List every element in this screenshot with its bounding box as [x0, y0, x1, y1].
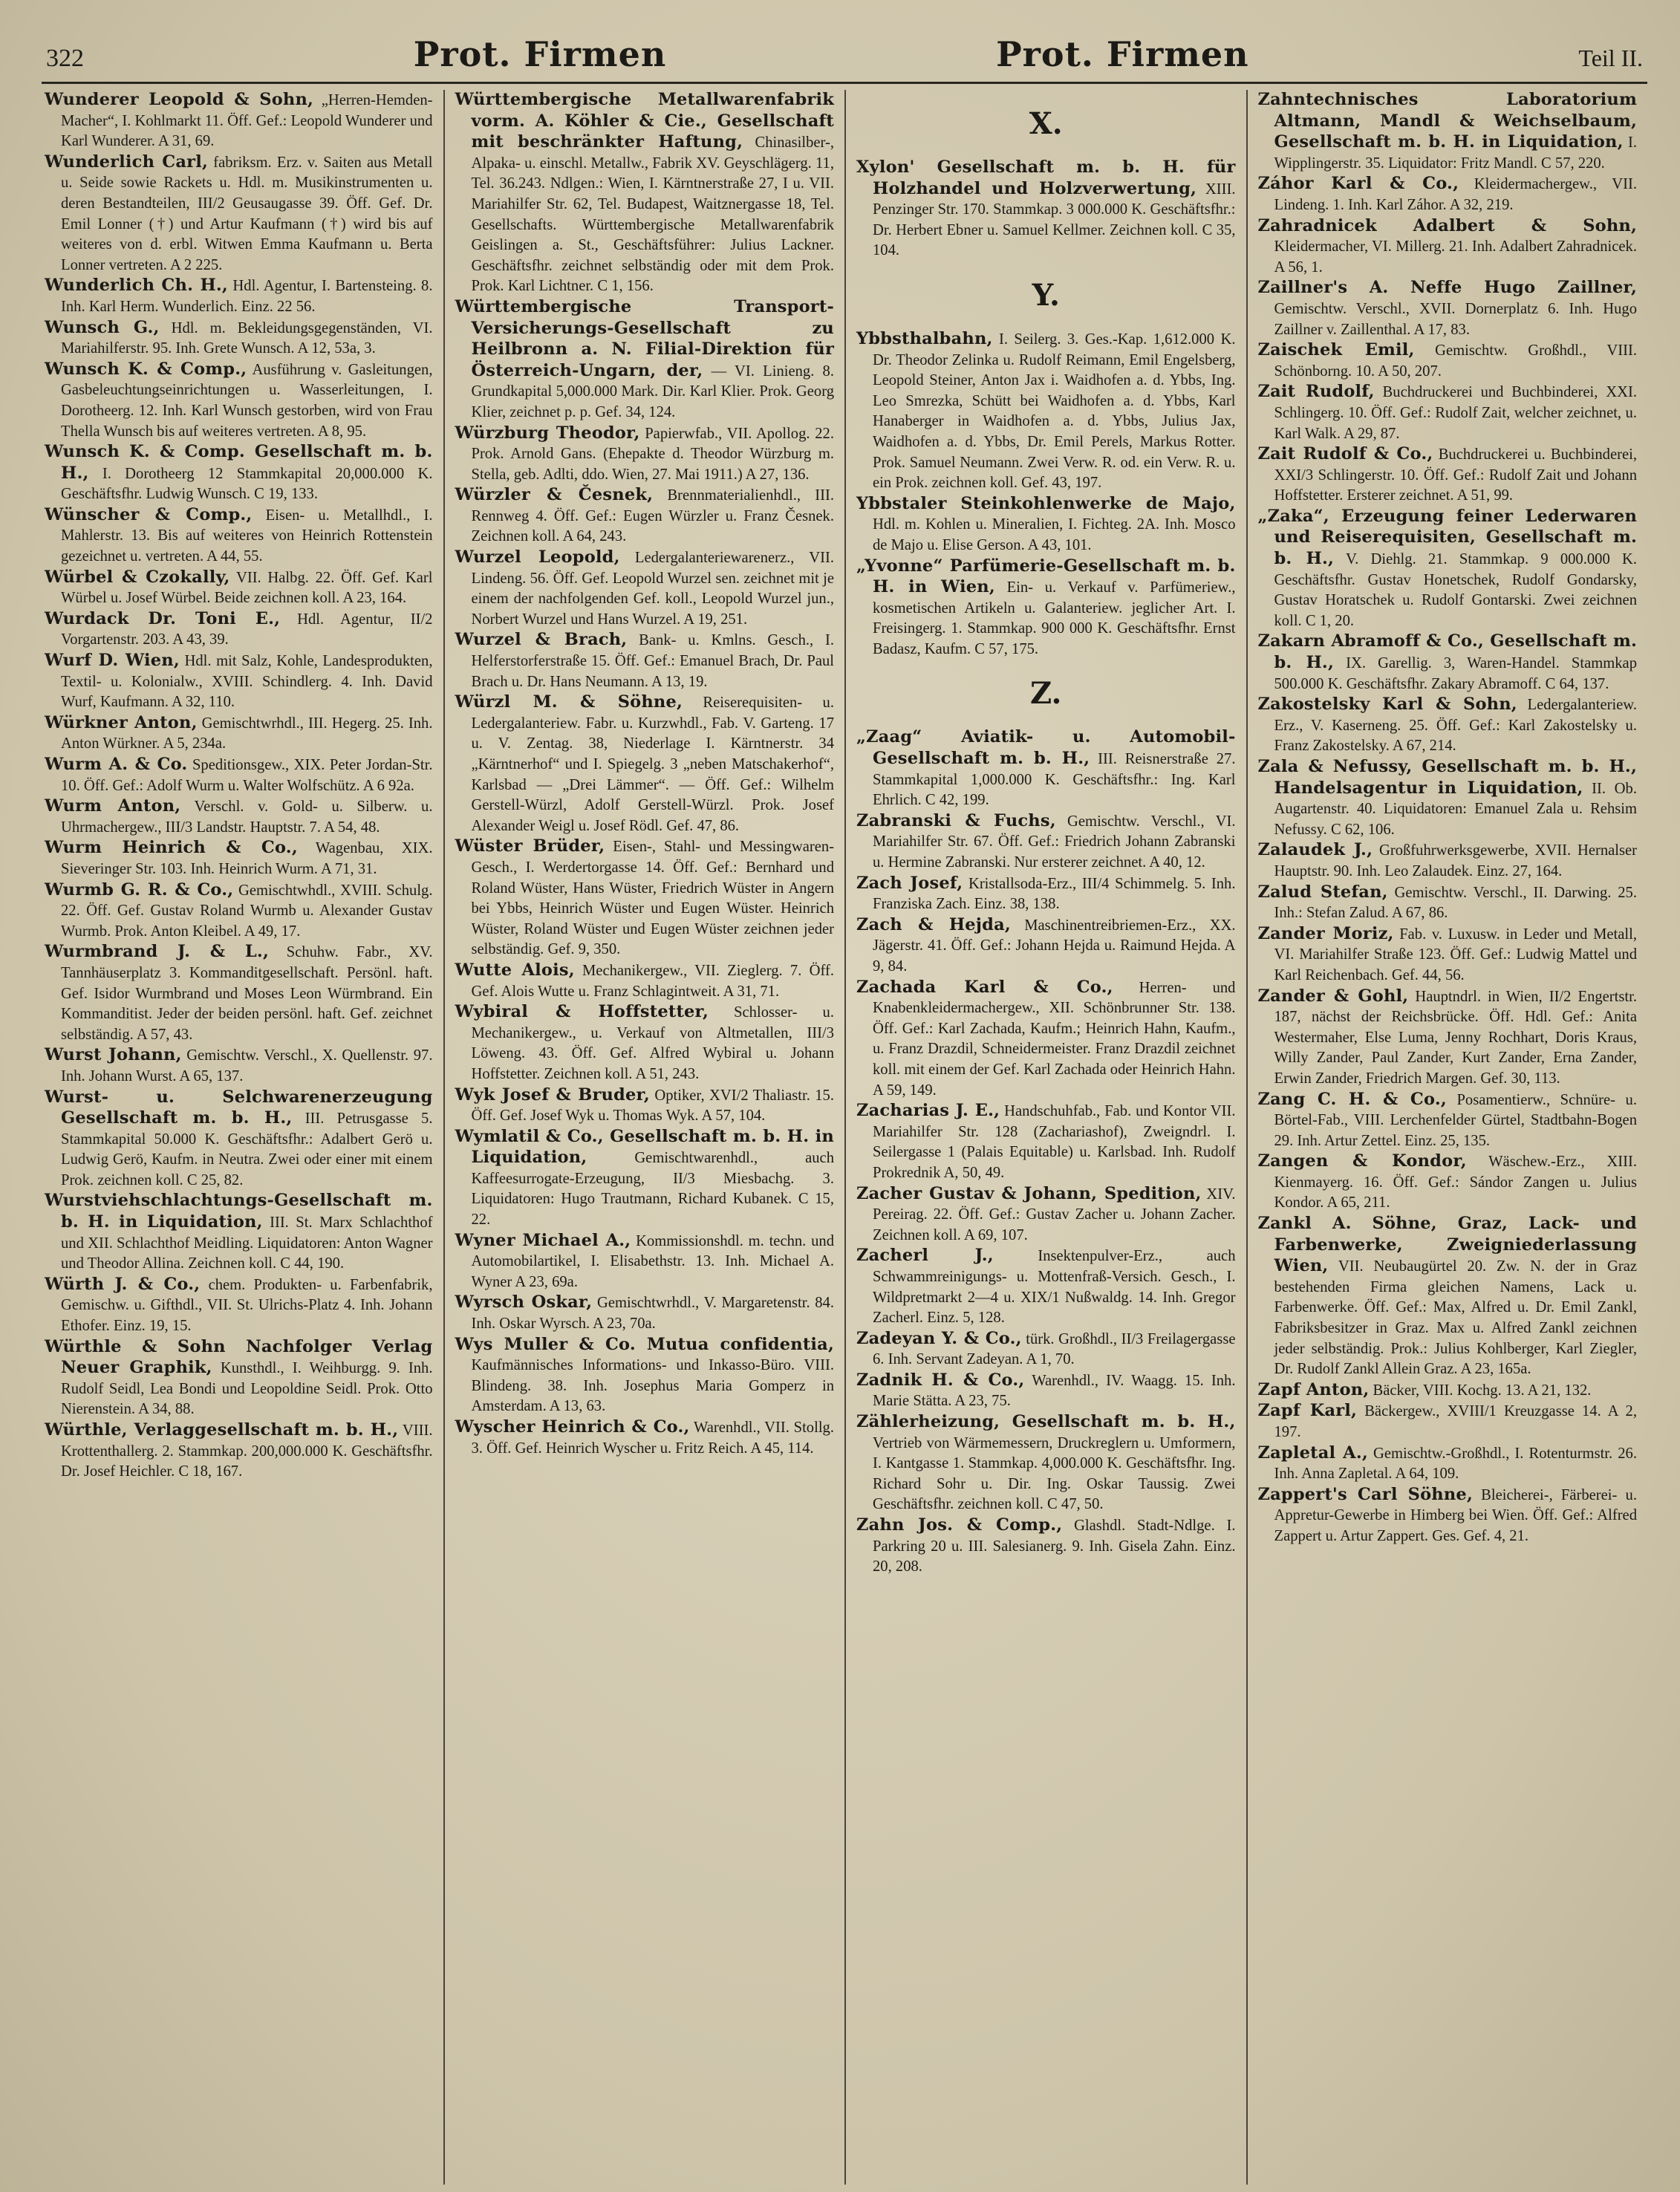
firm-details: Posamentierw., Schnüre- u. Börtel-Fab., VIII. Lerchenfelder Gürtel, Stadtbahn-Bogen 29. Inh. Artur Zettel. Einz. 25, 135.	[1274, 1091, 1638, 1149]
firm-name: Wunsch K. & Comp.,	[45, 359, 247, 379]
firm-name: Wurm Anton,	[45, 796, 181, 816]
firm-entry	[455, 1231, 835, 1293]
firm-details: Handschuhfab., Fab. und Kontor VII. Mariahilfer Str. 128 (Zachariashof), Zweigndrl. I. Seilergasse 1 (Palais Equitable) u. Karlsbad. Inh. Rudolf Prokrednik A, 50, 49.	[873, 1103, 1236, 1181]
firm-name: Zadnik H. & Co.,	[856, 1370, 1025, 1390]
firm-name: Württembergische Transport-Versicherungs-Gesellschaft zu Heilbronn a. N. Filial-Direktion für Österreich-Ungarn, der,	[455, 296, 834, 380]
firm-details: Gemischtwarenhdl., auch Kaffeesurrogate-Erzeugung, II/3 Miesbachg. 3. Liquidatoren: Hugo Trautmann, Richard Kubanek. C 15, 22.	[471, 1150, 834, 1229]
firm-name: Zachada Karl & Co.,	[856, 977, 1113, 997]
firm-entry	[455, 1335, 835, 1417]
firm-details: Kaufmännisches Informations- und Inkasso-Büro. VIII. Blindeng. 38. Inh. Josephus Maria Gomperz in Amsterdam. A 13, 63.	[471, 1357, 834, 1415]
firm-name: Zappert's Carl Söhne,	[1257, 1484, 1473, 1504]
firm-details: Bank- u. Kmlns. Gesch., I. Helferstorferstraße 15. Öff. Gef.: Emanuel Brach, Dr. Paul Brach u. Dr. Hans Neumann. A 13, 19.	[471, 632, 834, 690]
firm-name: Wurm A. & Co.	[45, 755, 188, 774]
firm-details: Buchdruckerei u. Buchbinderei, XXI/3 Schlingerstr. 10. Öff. Gef.: Rudolf Zait und Johann Hoffstetter. Ersterer zeichnet. A 51, 99.	[1274, 446, 1637, 504]
firm-details: Papierwfab., VII. Apollog. 22. Prok. Arnold Gans. (Ehepakte d. Theodor Würzburg m. Stella, geb. Adlti, ddo. Wien, 27. Mai 1911.) A 27, 136.	[471, 425, 834, 483]
page-header	[42, 34, 1647, 84]
firm-entry	[45, 152, 433, 276]
firm-details: Wäschew.-Erz., XIII. Kienmayerg. 16. Öff. Gef.: Sándor Zangen u. Julius Kondor. A 65, 211.	[1274, 1154, 1638, 1212]
firm-entry	[45, 1191, 433, 1274]
firm-name: Wunderer Leopold & Sohn,	[45, 90, 314, 109]
firm-entry	[45, 838, 433, 879]
firm-name: Wys Muller & Co. Mutua confidentia,	[455, 1334, 834, 1354]
firm-name: Zalud Stefan,	[1257, 882, 1388, 902]
firm-details: Bäckergew., XVIII/1 Kreuzgasse 14. A 2, 197.	[1274, 1403, 1637, 1440]
firm-name: Záhor Karl & Co.,	[1257, 174, 1459, 194]
section-letter: X.	[1029, 106, 1063, 141]
firm-name: Zapf Karl,	[1257, 1401, 1358, 1421]
firm-details: Gemischtwhdl., XVIII. Schulg. 22. Öff. Gef. Gustav Roland Wurmb u. Alexander Gustav Wurmb. Prok. Anton Kleibel. A 49, 17.	[61, 882, 433, 940]
firm-entry	[45, 713, 433, 755]
firm-entry	[856, 1515, 1236, 1578]
firm-name: Wyrsch Oskar,	[455, 1292, 593, 1313]
firm-name: Wymlatil & Co., Gesellschaft m. b. H. in Liquidation,	[455, 1126, 834, 1168]
firm-details: Herren- und Knabenkleidermachergew., XII. Schönbrunner Str. 138. Öff. Gef.: Karl Zachada, Kaufm.; Heinrich Hahn, Kaufm., u. Franz Drazdil, Schneidermeister. Franz Drazdil zeichnet koll. mit einem der Gef. Karl Zachada oder Heinrich Hahn. A 59, 149.	[873, 979, 1236, 1099]
firm-name: Zahntechnisches Laboratorium Altmann, Mandl & Weichselbaum, Gesellschaft m. b. H. in Liquidation,	[1257, 90, 1637, 152]
firm-name: Wunsch K. & Comp. Gesellschaft m. b. H.,	[45, 442, 433, 483]
firm-entry	[856, 1246, 1236, 1328]
firm-entry	[45, 1045, 433, 1087]
firm-name: Wyner Michael A.,	[455, 1230, 631, 1250]
firm-entry	[1258, 1151, 1638, 1214]
firm-entry	[1258, 986, 1638, 1090]
firm-name: Zapf Anton,	[1257, 1379, 1370, 1399]
text-columns	[42, 90, 1647, 2185]
column-2	[443, 90, 845, 2185]
firm-details: Kristallsoda-Erz., III/4 Schimmelg. 5. Inh. Franziska Zach. Einz. 38, 138.	[873, 875, 1236, 913]
firm-details: Hdl. m. Bekleidungsgegenständen, VI. Mariahilferstr. 95. Inh. Grete Wunsch. A 12, 53a, 3.	[61, 319, 433, 357]
firm-entry	[1258, 507, 1638, 632]
firm-details: Kommissionshdl. m. techn. und Automobilartikel, I. Elisabethstr. 13. Inh. Michael A. Wyner A 23, 69a.	[471, 1232, 834, 1290]
firm-entry	[455, 297, 835, 423]
section-letter: Y.	[1032, 277, 1060, 313]
firm-entry	[1258, 840, 1638, 882]
firm-entry	[45, 1337, 433, 1420]
firm-details: Gemischtwrhdl., III. Hegerg. 25. Inh. Anton Würkner. A 5, 234a.	[61, 715, 433, 752]
firm-entry	[455, 1127, 835, 1231]
firm-details: Gemischtw. Verschl., II. Darwing. 25. Inh.: Stefan Zalud. A 67, 86.	[1274, 884, 1638, 922]
firm-details: Eisen-, Stahl- und Messingwaren-Gesch., I. Werdertorgasse 14. Öff. Gef.: Bernhard und Roland Wüster, Hans Wüster, Friedrich Wüster in Angern bei Ybbs, Heinrich Wüster und Eugen Wüster. Heinrich Wüster, Roland Wüster und Eugen Wüster zeichnen jeder selbständig. Gef. 9, 350.	[471, 839, 834, 958]
firm-details: XIII. Penzinger Str. 170. Stammkap. 3 000.000 K. Geschäftsfhr.: Dr. Herbert Ebner u. Samuel Kellmer. Zeichnen koll. C 35, 104.	[873, 181, 1236, 259]
firm-name: Xylon' Gesellschaft m. b. H. für Holzhandel und Holzverwertung,	[856, 157, 1236, 198]
firm-entry	[45, 755, 433, 796]
firm-entry	[455, 423, 835, 486]
firm-details: Speditionsgew., XIX. Peter Jordan-Str. 10. Öff. Gef.: Adolf Wurm u. Walter Wolfschütz. A 6 92a.	[61, 757, 433, 794]
firm-details: Schlosser- u. Mechanikergew., u. Verkauf von Altmetallen, III/3 Löweng. 43. Öff. Gef. Alfred Wybiral u. Johann Hoffstetter. Zeichnen koll. A 51, 243.	[471, 1004, 834, 1082]
firm-name: „Yvonne“ Parfümerie-Gesellschaft m. b. H. in Wien,	[856, 556, 1236, 597]
firm-name: Wyscher Heinrich & Co.,	[455, 1417, 690, 1437]
firm-details: Ledergalanteriew. Erz., V. Kaserneng. 25. Öff. Gef.: Karl Zakostelsky u. Franz Zakostelsky. A 67, 214.	[1274, 697, 1637, 755]
firm-details: II. Ob. Augartenstr. 40. Liquidatoren: Emanuel Zala u. Rehsim Nefussy. C 62, 106.	[1274, 780, 1637, 838]
firm-details: III. St. Marx Schlachthof und XII. Schlachthof Meidling. Liquidatoren: Anton Wagner und Theodor Allina. Zeichnen koll. C 44, 190.	[61, 1214, 433, 1272]
firm-name: Zander & Gohl,	[1257, 986, 1409, 1006]
firm-name: Würth J. & Co.,	[45, 1274, 201, 1294]
firm-details: Glashdl. Stadt-Ndlge. I. Parkring 20 u. III. Salesianerg. 9. Inh. Gisela Zahn. Einz. 20, 208.	[873, 1518, 1236, 1575]
firm-details: Wagenbau, XIX. Sieveringer Str. 103. Inh. Heinrich Wurm. A 71, 31.	[61, 840, 433, 877]
firm-entry	[45, 880, 433, 943]
firm-entry	[455, 960, 835, 1002]
firm-name: Zander Moriz,	[1257, 923, 1394, 943]
firm-details: Bäcker, VIII. Kochg. 13. A 21, 132.	[1373, 1382, 1592, 1399]
firm-details: IX. Garellig. 3, Waren-Handel. Stammkap 500.000 K. Geschäftsfhr. Zakary Abramoff. C 64, 137.	[1274, 655, 1637, 692]
firm-name: Würkner Anton,	[45, 712, 198, 732]
firm-details: I. Dorotheerg 12 Stammkapital 20,000.000 K. Geschäftsfhr. Ludwig Wunsch. C 19, 133.	[61, 465, 433, 503]
firm-entry	[856, 727, 1236, 810]
firm-entry	[1258, 1485, 1638, 1547]
firm-details: Kunsthdl., I. Weihburgg. 9. Inh. Rudolf Seidl, Lea Bondi und Leopoldine Seidl. Prok. Otto Nierenstein. A 34, 88.	[61, 1360, 433, 1418]
firm-name: Zach & Hejda,	[856, 914, 1011, 934]
firm-entry	[856, 1412, 1236, 1515]
firm-name: Zang C. H. & Co.,	[1257, 1089, 1447, 1109]
firm-details: Verschl. v. Gold- u. Silberw. u. Uhrmachergew., III/3 Landstr. Hauptstr. 7. A 54, 48.	[61, 799, 433, 836]
firm-name: Wurmb G. R. & Co.,	[45, 879, 234, 900]
firm-entry	[45, 942, 433, 1045]
firm-entry	[856, 1184, 1236, 1246]
firm-name: Wyk Josef & Bruder,	[455, 1084, 650, 1105]
firm-entry	[45, 796, 433, 838]
firm-details: Optiker, XVI/2 Thaliastr. 15. Öff. Gef. Josef Wyk u. Thomas Wyk. A 57, 104.	[471, 1087, 834, 1125]
firm-name: Zabranski & Fuchs,	[856, 810, 1056, 830]
firm-name: Zadeyan Y. & Co.,	[856, 1328, 1022, 1348]
firm-entry	[1258, 924, 1638, 986]
firm-details: Hdl. mit Salz, Kohle, Landesprodukten, Textil- u. Kolonialw., XVIII. Schindlerg. 4. Inh. David Wurf, Kaufmann. A 32, 110.	[61, 653, 433, 711]
column-4	[1246, 90, 1648, 2185]
firm-entry	[45, 276, 433, 317]
firm-entry	[856, 1329, 1236, 1370]
firm-details: Ein- u. Verkauf v. Parfümeriew., kosmetischen Artikeln u. Galanteriew. jeglicher Art. I. Freisingerg. 1. Stammkap. 900 000 K. Geschäftsfhr. Ernst Badasz, Kaufm. C 57, 175.	[873, 579, 1236, 657]
firm-entry	[1258, 695, 1638, 757]
firm-details: — VI. Linieng. 8. Grundkapital 5,000.000 Mark. Dir. Karl Klier. Prok. Georg Klier, zeichnet p. p. Gef. 34, 124.	[471, 362, 834, 420]
firm-entry	[1258, 1401, 1638, 1443]
firm-details: XIV. Pereirag. 22. Öff. Gef.: Gustav Zacher u. Johann Zacher. Zeichnen koll. A 69, 107.	[873, 1186, 1236, 1243]
column-3	[844, 90, 1246, 2185]
firm-name: „Zaka“, Erzeugung feiner Lederwaren und Reiserequisiten, Gesellschaft m. b. H.,	[1257, 506, 1637, 569]
firm-details: fabriksm. Erz. v. Saiten aus Metall u. Seide sowie Rackets u. Hdl. m. Musikinstrumenten u. deren Bestandteilen, III/2 Geusaugasse 39. Öff. Gef. Dr. Emil Lonner (†) und Artur Kaufmann (†) wird bis auf weiteres von d. erbl. Witwen Emma Kaufmann u. Berta Lonner vertreten. A 2 225.	[61, 154, 433, 273]
firm-entry	[455, 547, 835, 630]
firm-name: Zalaudek J.,	[1257, 840, 1373, 860]
firm-entry	[455, 1002, 835, 1084]
firm-details: III. Petrusgasse 5. Stammkapital 50.000 K. Geschäftsfhr.: Adalbert Gerö u. Ludwig Gerö, Kaufm. in Neutra. Zwei oder einer mit einem Prok. zeichnen koll. C 25, 82.	[61, 1110, 433, 1188]
firm-details: Mechanikergew., VII. Zieglerg. 7. Öff. Gef. Alois Wutte u. Franz Schlagintweit. A 31, 71.	[471, 962, 834, 1000]
firm-name: Wurst- u. Selchwarenerzeugung Gesellschaft m. b. H.,	[45, 1087, 433, 1128]
running-head-left: Prot. Firmen	[413, 34, 667, 74]
firm-details: Brennmaterialienhdl., III. Rennweg 4. Öff. Gef.: Eugen Würzler u. Franz Česnek. Zeichnen koll. A 64, 243.	[471, 487, 834, 545]
firm-details: Kleidermachergew., VII. Lindeng. 1. Inh. Karl Záhor. A 32, 219.	[1274, 176, 1637, 213]
firm-details: Ledergalanteriewarenerz., VII. Lindeng. 56. Öff. Gef. Leopold Wurzel sen. zeichnet mit je einem der nachfolgenden Gef. koll., Leopold Wurzel jun., Norbert Wurzel und Hans Wurzel. A 19, 251.	[471, 550, 835, 628]
firm-name: Zacharias J. E.,	[856, 1101, 1000, 1121]
firm-details: Maschinentreibriemen-Erz., XX. Jägerstr. 41. Öff. Gef.: Johann Hejda u. Raimund Hejda. A 9, 84.	[873, 917, 1236, 975]
firm-name: Wünscher & Comp.,	[45, 504, 253, 524]
firm-entry	[45, 567, 433, 609]
firm-entry	[1258, 216, 1638, 279]
firm-details: I. Wipplingerstr. 35. Liquidator: Fritz Mandl. C 57, 220.	[1274, 134, 1637, 172]
firm-name: Zaillner's A. Neffe Hugo Zaillner,	[1257, 278, 1637, 298]
firm-details: Reiserequisiten- u. Ledergalanteriew. Fabr. u. Kurzwhdl., Fab. V. Garteng. 17 u. V. Zentag. 38, Niederlage I. Kärntnerstr. 34 „Kärntnerhof“ und I. Spiegelg. 3 „neben Matschakerhof“, Karlsbad — „Drei Lämmer“. — Öff. Gef.: Wilhelm Gerstell-Würzl, Adolf Gerstell-Würzl. Prok. Josef Alexander Weigl u. Josef Rödl. Gef. 47, 86.	[471, 695, 834, 834]
firm-details: III. Reisnerstraße 27. Stammkapital 1,000.000 K. Geschäftsfhr.: Ing. Karl Ehrlich. C 42, 199.	[873, 751, 1236, 809]
firm-entry	[856, 1101, 1236, 1183]
firm-name: Zacherl J.,	[856, 1246, 994, 1266]
firm-entry	[45, 1275, 433, 1337]
firm-entry	[455, 630, 835, 692]
firm-entry	[856, 978, 1236, 1102]
firm-entry	[455, 90, 835, 297]
firm-name: Würzl M. & Söhne,	[455, 692, 683, 712]
firm-entry	[1258, 174, 1638, 215]
firm-entry	[856, 556, 1236, 660]
firm-name: Wurf D. Wien,	[45, 651, 180, 671]
firm-details: VIII. Krottenthallerg. 2. Stammkap. 200,000.000 K. Geschäftsfhr. Dr. Josef Heichler. C 18, 167.	[61, 1422, 433, 1480]
firm-details: Gemischtw. Verschl., X. Quellenstr. 97. Inh. Johann Wurst. A 65, 137.	[61, 1047, 433, 1084]
firm-details: Gemischtw.-Großhdl., I. Rotenturmstr. 26. Inh. Anna Zapletal. A 64, 109.	[1274, 1445, 1637, 1483]
firm-name: Ybbstaler Steinkohlenwerke de Majo,	[856, 493, 1236, 513]
firm-name: Würthle, Verlaggesellschaft m. b. H.,	[45, 1420, 399, 1440]
firm-details: Großfuhrwerksgewerbe, XVII. Hernalser Hauptstr. 90. Inh. Leo Zalaudek. Einz. 27, 164.	[1274, 842, 1637, 879]
firm-entry	[1258, 1090, 1638, 1152]
firm-name: Wurzel Leopold,	[455, 547, 620, 567]
firm-name: Wüster Brüder,	[455, 836, 605, 856]
firm-entry	[1258, 757, 1638, 840]
firm-entry	[856, 494, 1236, 556]
firm-details: Gemischtw. Verschl., XVII. Dornerplatz 6. Inh. Hugo Zaillner v. Zaillenthal. A 17, 83.	[1274, 300, 1637, 338]
firm-name: Würzburg Theodor,	[455, 423, 640, 443]
firm-name: Wunsch G.,	[45, 317, 160, 337]
firm-name: Zakarn Abramoff & Co., Gesellschaft m. b. H.,	[1257, 631, 1637, 673]
firm-name: Zakostelsky Karl & Sohn,	[1257, 695, 1517, 715]
section-letter: Z.	[1030, 676, 1062, 712]
firm-details: Hdl. Agentur, I. Bartensteing. 8. Inh. Karl Herm. Wunderlich. Einz. 22 56.	[61, 278, 433, 315]
firm-name: Würthle & Sohn Nachfolger Verlag Neuer Graphik,	[45, 1336, 433, 1378]
firm-entry	[45, 609, 433, 651]
firm-name: Württembergische Metallwarenfabrik vorm. A. Köhler & Cie., Gesellschaft mit beschränkter Haftung,	[455, 90, 834, 152]
firm-name: Zaischek Emil,	[1257, 340, 1415, 360]
firm-entry	[1258, 444, 1638, 507]
firm-entry	[45, 318, 433, 360]
firm-details: Warenhdl., VII. Stollg. 3. Öff. Gef. Heinrich Wyscher u. Fritz Reich. A 45, 114.	[471, 1419, 834, 1457]
firm-entry	[455, 1417, 835, 1459]
firm-name: Wurdack Dr. Toni E.,	[45, 608, 281, 628]
firm-name: Wunderlich Carl,	[45, 152, 209, 172]
part-label: Teil II.	[1578, 45, 1643, 71]
firm-entry	[455, 485, 835, 547]
firm-details: „Herren-Hemden-Macher“, I. Kohlmarkt 11. Öff. Gef.: Leopold Wunderer und Karl Wunderer. A 31, 69.	[61, 92, 433, 150]
firm-entry	[856, 874, 1236, 915]
firm-details: Warenhdl., IV. Waagg. 15. Inh. Marie Stätta. A 23, 75.	[873, 1372, 1236, 1410]
firm-entry	[1258, 882, 1638, 924]
firm-name: Zankl A. Söhne, Graz, Lack- und Farbenwerke, Zweigniederlassung Wien,	[1257, 1214, 1637, 1276]
firm-entry	[856, 157, 1236, 261]
firm-details: Hdl. Agentur, II/2 Vorgartenstr. 203. A 43, 39.	[61, 611, 433, 648]
firm-details: Gemischtwrhdl., V. Margaretenstr. 84. Inh. Oskar Wyrsch. A 23, 70a.	[471, 1295, 834, 1333]
firm-details: Hauptndrl. in Wien, II/2 Engertstr. 187, nächst der Reichsbrücke. Öff. Hdl. Gef.: Anita Westermaher, Else Luma, Jenny Rochhart, Doris Kraus, Willy Zander, Paul Zander, Kurt Zander, Erna Zander, Erwin Zander, Friedrich Margen. Gef. 30, 113.	[1274, 988, 1637, 1087]
firm-details: V. Diehlg. 21. Stammkap. 9 000.000 K. Geschäftsfhr. Gustav Honetschek, Rudolf Gondarsky, Gustav Horatschek u. Rudolf Gontarski. Zwei zeichnen koll. C 1, 20.	[1274, 551, 1637, 629]
firm-details: Bleicherei-, Färberei- u. Appretur-Gewerbe in Himberg bei Wien. Öff. Gef.: Alfred Zappert u. Artur Zappert. Ges. Gef. 4, 21.	[1274, 1486, 1637, 1544]
firm-name: Zach Josef,	[856, 873, 963, 893]
firm-details: Kleidermacher, VI. Millerg. 21. Inh. Adalbert Zahradnicek. A 56, 1.	[1274, 238, 1637, 276]
page-number: 322	[46, 45, 84, 72]
firm-entry	[1258, 90, 1638, 174]
firm-details: Schuhw. Fabr., XV. Tannhäuserplatz 3. Kommanditgesellschaft. Persönl. haft. Gef. Isidor Wurmbrand und Moses Leon Würmbrand. Ein Kommanditist. Jeder der beiden persönl. haft. Gef. zeichnet selbständig. A 57, 43.	[61, 944, 433, 1043]
firm-entry	[1258, 1214, 1638, 1380]
firm-entry	[1258, 278, 1638, 340]
firm-name: Würbel & Czokally,	[45, 567, 230, 587]
firm-details: Ausführung v. Gasleitungen, Gasbeleuchtungseinrichtungen u. Wasserleitungen, I. Dorotheerg. 12. Inh. Karl Wunsch gestorben, wird von Frau Thella Wunsch bis auf weiteres vertreten. A 8, 95.	[61, 361, 433, 440]
firm-details: Buchdruckerei und Buchbinderei, XXI. Schlingerg. 10. Öff. Gef.: Rudolf Zait, welcher zeichnet, u. Karl Walk. A 29, 87.	[1274, 384, 1637, 442]
firm-entry	[45, 1087, 433, 1191]
firm-details: Vertrieb von Wärmemessern, Druckreglern u. Umformern, I. Kantgasse 1. Stammkap. 4,000.000 K. Geschäftsfhr. Ing. Richard Sohr u. Dir. Ing. Oskar Taussig. Zwei Geschäftsfhr. zeichnen koll. C 47, 50.	[873, 1434, 1236, 1513]
firm-name: Zahn Jos. & Comp.,	[856, 1515, 1063, 1535]
firm-entry	[856, 915, 1236, 978]
firm-entry	[455, 692, 835, 836]
firm-details: Fab. v. Luxusw. in Leder und Metall, VI. Mariahilfer Straße 123. Öff. Gef.: Ludwig Mattel und Karl Reichenbach. Gef. 44, 56.	[1274, 926, 1637, 983]
firm-name: Zapletal A.,	[1257, 1443, 1368, 1463]
firm-name: „Zaag“ Aviatik- u. Automobil-Gesellschaft m. b. H.,	[856, 727, 1236, 769]
firm-name: Ybbsthalbahn,	[856, 328, 993, 348]
firm-name: Zangen & Kondor,	[1257, 1151, 1467, 1171]
firm-details: Eisen- u. Metallhdl., I. Mahlerstr. 13. Bis auf weiteres von Heinrich Rottenstein gezeichnet u. vertreten. A 44, 55.	[61, 507, 433, 565]
firm-entry	[45, 360, 433, 442]
firm-entry	[45, 90, 433, 152]
firm-entry	[455, 836, 835, 960]
firm-entry	[1258, 340, 1638, 382]
firm-name: Wurmbrand J. & L.,	[45, 942, 269, 962]
firm-details: VII. Neubaugürtel 20. Zw. N. der in Graz bestehenden Firma gleichen Namens, Lack u. Farbenwerke. Öff. Gef.: Max, Alfred u. Dr. Emil Zankl, Fabriksbesitzer in Graz. Max u. Alfred Zankl zeichnen jeder selbständig. Prok.: Julius Kohlberger, Karl Ziegler, Dr. Rudolf Zankl Allein Graz. A 23, 165a.	[1274, 1258, 1637, 1378]
firm-name: Zählerheizung, Gesellschaft m. b. H.,	[856, 1412, 1236, 1432]
firm-entry	[45, 442, 433, 505]
firm-name: Wurzel & Brach,	[455, 630, 628, 650]
firm-entry	[45, 651, 433, 713]
firm-entry	[455, 1085, 835, 1127]
firm-name: Zait Rudolf,	[1257, 382, 1375, 402]
firm-details: Hdl. m. Kohlen u. Mineralien, I. Fichteg. 2A. Inh. Mosco de Majo u. Elise Gerson. A 43, 101.	[873, 516, 1236, 553]
firm-entry	[1258, 631, 1638, 695]
firm-details: Gemischtw. Verschl., VI. Mariahilfer Str. 67. Öff. Gef.: Friedrich Johann Zabranski u. Hermine Zabranski. Nur ersterer zeichnet. A 40, 12.	[873, 813, 1236, 871]
firm-details: Gemischtw. Großhdl., VIII. Schönborng. 10. A 50, 207.	[1274, 342, 1637, 380]
firm-name: Zala & Nefussy, Gesellschaft m. b. H., Handelsagentur in Liquidation,	[1257, 757, 1637, 798]
firm-entry	[856, 1370, 1236, 1412]
column-1	[42, 90, 443, 2185]
firm-name: Wutte Alois,	[455, 960, 575, 980]
firm-name: Wybiral & Hoffstetter,	[455, 1002, 709, 1022]
firm-name: Würzler & Česnek,	[455, 485, 654, 505]
firm-details: Chinasilber-, Alpaka- u. einschl. Metallw., Fabrik XV. Geyschlägerg. 11, Tel. 36.243. Ndlgen.: Wien, I. Kärntnerstraße 27, I u. VII. Mariahilfer Str. 62, Tel. Budapest, Waitznergasse 18, Tel. Gesellschafts. Württembergische Metallwarenfabrik Geislingen a. St., Geschäftsführer: Julius Lackner. Geschäftsfhr. zeichnet selbständig oder mit dem Prok. Prok. Karl Lichtner. C 1, 156.	[471, 134, 834, 295]
firm-entry	[1258, 1380, 1638, 1402]
firm-entry	[856, 329, 1236, 494]
firm-entry	[45, 1420, 433, 1483]
firm-details: I. Seilerg. 3. Ges.-Kap. 1,612.000 K. Dr. Theodor Zelinka u. Rudolf Reimann, Emil Engelsberg, Leopold Steiner, Anton Jax i. Waidhofen a. d. Ybbs, Ing. Leo Smrezka, Schütt bei Waidhofen a. d. Ybbs, Karl Hanaberger in Waidhofen a. d. Ybbs, Julius Jax, Waidhofen a. d. Ybbs, Dr. Emil Perels, Markus Rotter. Prok. Samuel Neumann. Zwei Verw. R. od. ein Verw. R. u. ein Prok. zeichnen koll. Gef. 43, 197.	[873, 331, 1236, 492]
firm-details: chem. Produkten- u. Farbenfabrik, Gemischw. u. Gifthdl., VII. St. Ulrichs-Platz 4. Inh. Johann Ethofer. Einz. 19, 15.	[61, 1276, 433, 1335]
firm-entry	[856, 811, 1236, 874]
firm-details: Insektenpulver-Erz., auch Schwammreinigungs- u. Mottenfraß-Versich. Gesch., I. Wildpretmarkt 2—4 u. XIX/1 Nußwaldg. 14. Inh. Gregor Zacherl. Einz. 5, 128.	[873, 1248, 1236, 1327]
firm-entry	[45, 505, 433, 567]
firm-name: Wurstviehschlachtungs-Gesellschaft m. b. H. in Liquidation,	[45, 1191, 433, 1232]
firm-name: Zacher Gustav & Johann, Spedition,	[856, 1183, 1202, 1203]
firm-name: Wurm Heinrich & Co.,	[45, 838, 298, 858]
firm-name: Zahradnicek Adalbert & Sohn,	[1257, 215, 1637, 235]
firm-name: Wurst Johann,	[45, 1045, 182, 1065]
firm-name: Zait Rudolf & Co.,	[1257, 444, 1433, 464]
firm-entry	[455, 1292, 835, 1334]
firm-entry	[1258, 382, 1638, 444]
firm-details: VII. Halbg. 22. Öff. Gef. Karl Würbel u. Josef Würbel. Beide zeichnen koll. A 23, 164.	[61, 569, 433, 607]
running-head-right: Prot. Firmen	[996, 34, 1249, 74]
firm-details: türk. Großhdl., II/3 Freilagergasse 6. Inh. Servant Zadeyan. A 1, 70.	[873, 1330, 1236, 1368]
firm-name: Wunderlich Ch. H.,	[45, 276, 228, 296]
firm-entry	[1258, 1443, 1638, 1485]
